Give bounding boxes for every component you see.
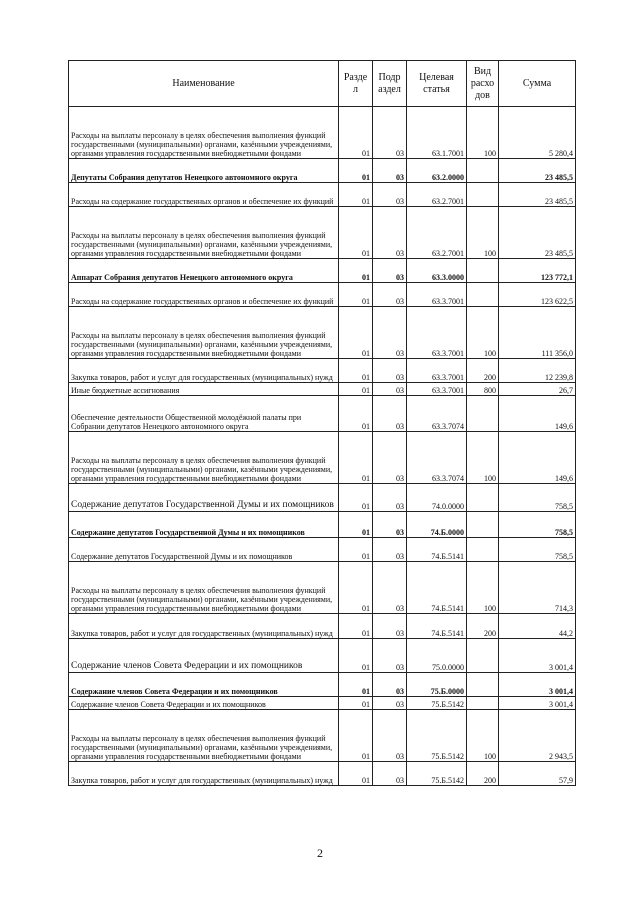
cell-target: 63.2.7001 <box>407 207 467 259</box>
cell-podrazdel: 03 <box>373 259 407 283</box>
table-row <box>69 538 576 562</box>
cell-target: 63.1.7001 <box>407 107 467 159</box>
cell-vid <box>467 259 499 283</box>
cell-target: 63.3.7001 <box>407 283 467 307</box>
cell-vid <box>467 538 499 562</box>
cell-name: Депутаты Собрания депутатов Ненецкого автономного округа <box>69 159 339 183</box>
table-row <box>69 512 576 538</box>
table-row <box>69 359 576 383</box>
table-row <box>69 762 576 786</box>
cell-sum: 758,5 <box>499 484 576 512</box>
cell-name: Содержание членов Совета Федерации и их помощников <box>69 697 339 710</box>
cell-target: 63.3.7001 <box>407 359 467 383</box>
cell-target: 74.Б.5141 <box>407 538 467 562</box>
cell-vid <box>467 159 499 183</box>
cell-target: 75.Б.0000 <box>407 673 467 697</box>
cell-razdel: 01 <box>339 107 373 159</box>
cell-sum: 57,9 <box>499 762 576 786</box>
cell-podrazdel: 03 <box>373 159 407 183</box>
cell-sum: 12 239,8 <box>499 359 576 383</box>
table-row <box>69 562 576 614</box>
cell-sum: 5 280,4 <box>499 107 576 159</box>
cell-name: Расходы на выплаты персоналу в целях обеспечения выполнения функций государственными (муниципальными) органами, казёнными учреждениями, органами управления государственными внебюджетными фондами <box>69 710 339 762</box>
cell-sum: 3 001,4 <box>499 697 576 710</box>
cell-sum: 2 943,5 <box>499 710 576 762</box>
table-header-row <box>69 61 576 107</box>
col-header-razdel: Разде л <box>339 61 373 107</box>
cell-razdel: 01 <box>339 697 373 710</box>
cell-name: Расходы на выплаты персоналу в целях обеспечения выполнения функций государственными (муниципальными) органами, казёнными учреждениями, органами управления государственными внебюджетными фондами <box>69 432 339 484</box>
cell-target: 74.Б.5141 <box>407 614 467 639</box>
col-header-vid: Вид расхо дов <box>467 61 499 107</box>
cell-name: Расходы на выплаты персоналу в целях обеспечения выполнения функций государственными (муниципальными) органами, казёнными учреждениями, органами управления государственными внебюджетными фондами <box>69 107 339 159</box>
cell-razdel: 01 <box>339 710 373 762</box>
cell-sum: 123 772,1 <box>499 259 576 283</box>
cell-podrazdel: 03 <box>373 396 407 432</box>
cell-name: Содержание членов Совета Федерации и их помощников <box>69 639 339 673</box>
cell-name: Расходы на выплаты персоналу в целях обеспечения выполнения функций государственными (муниципальными) органами, казёнными учреждениями, органами управления государственными внебюджетными фондами <box>69 307 339 359</box>
cell-target: 74.Б.0000 <box>407 512 467 538</box>
cell-vid: 100 <box>467 562 499 614</box>
budget-table <box>68 60 576 786</box>
cell-vid: 200 <box>467 614 499 639</box>
cell-podrazdel: 03 <box>373 432 407 484</box>
table-row <box>69 697 576 710</box>
page-number: 2 <box>317 846 323 860</box>
cell-target: 74.0.0000 <box>407 484 467 512</box>
cell-sum: 3 001,4 <box>499 639 576 673</box>
cell-podrazdel: 03 <box>373 762 407 786</box>
cell-vid <box>467 639 499 673</box>
cell-sum: 149,6 <box>499 396 576 432</box>
cell-razdel: 01 <box>339 432 373 484</box>
cell-name: Расходы на содержание государственных органов и обеспечение их функций <box>69 283 339 307</box>
table-row <box>69 710 576 762</box>
cell-sum: 26,7 <box>499 383 576 396</box>
cell-vid: 100 <box>467 307 499 359</box>
cell-podrazdel: 03 <box>373 538 407 562</box>
cell-vid <box>467 673 499 697</box>
cell-name: Расходы на выплаты персоналу в целях обеспечения выполнения функций государственными (муниципальными) органами, казёнными учреждениями, органами управления государственными внебюджетными фондами <box>69 207 339 259</box>
cell-name: Расходы на содержание государственных органов и обеспечение их функций <box>69 183 339 207</box>
cell-podrazdel: 03 <box>373 383 407 396</box>
table-row <box>69 283 576 307</box>
table-row <box>69 673 576 697</box>
cell-razdel: 01 <box>339 183 373 207</box>
col-header-podrazdel: Подр аздел <box>373 61 407 107</box>
cell-target: 63.3.7001 <box>407 383 467 396</box>
table-row <box>69 639 576 673</box>
table-row <box>69 183 576 207</box>
cell-podrazdel: 03 <box>373 512 407 538</box>
cell-razdel: 01 <box>339 614 373 639</box>
table-row <box>69 484 576 512</box>
cell-target: 63.3.7074 <box>407 432 467 484</box>
table-row <box>69 383 576 396</box>
col-header-sum: Сумма <box>499 61 576 107</box>
cell-sum: 111 356,0 <box>499 307 576 359</box>
cell-sum: 149,6 <box>499 432 576 484</box>
cell-vid: 100 <box>467 432 499 484</box>
cell-name: Аппарат Собрания депутатов Ненецкого автономного округа <box>69 259 339 283</box>
cell-name: Расходы на выплаты персоналу в целях обеспечения выполнения функций государственными (муниципальными) органами, казёнными учреждениями, органами управления государственными внебюджетными фондами <box>69 562 339 614</box>
cell-razdel: 01 <box>339 512 373 538</box>
col-header-name: Наименование <box>69 61 339 107</box>
table-row <box>69 396 576 432</box>
cell-podrazdel: 03 <box>373 183 407 207</box>
cell-vid <box>467 396 499 432</box>
table-row <box>69 107 576 159</box>
cell-vid: 100 <box>467 207 499 259</box>
cell-podrazdel: 03 <box>373 710 407 762</box>
table-row <box>69 159 576 183</box>
cell-target: 75.0.0000 <box>407 639 467 673</box>
cell-sum: 23 485,5 <box>499 183 576 207</box>
cell-sum: 23 485,5 <box>499 207 576 259</box>
table-body <box>69 107 576 786</box>
cell-name: Закупка товаров, работ и услуг для государственных (муниципальных) нужд <box>69 359 339 383</box>
cell-sum: 23 485,5 <box>499 159 576 183</box>
cell-vid: 800 <box>467 383 499 396</box>
cell-razdel: 01 <box>339 259 373 283</box>
cell-razdel: 01 <box>339 283 373 307</box>
cell-podrazdel: 03 <box>373 614 407 639</box>
cell-podrazdel: 03 <box>373 107 407 159</box>
cell-target: 74.Б.5141 <box>407 562 467 614</box>
cell-vid <box>467 484 499 512</box>
cell-razdel: 01 <box>339 359 373 383</box>
cell-target: 63.3.7074 <box>407 396 467 432</box>
cell-name: Содержание членов Совета Федерации и их помощников <box>69 673 339 697</box>
cell-sum: 44,2 <box>499 614 576 639</box>
cell-vid <box>467 697 499 710</box>
cell-razdel: 01 <box>339 159 373 183</box>
cell-target: 63.3.0000 <box>407 259 467 283</box>
cell-vid <box>467 183 499 207</box>
cell-target: 63.2.7001 <box>407 183 467 207</box>
cell-podrazdel: 03 <box>373 207 407 259</box>
cell-target: 75.Б.5142 <box>407 697 467 710</box>
cell-podrazdel: 03 <box>373 307 407 359</box>
col-header-target: Целевая статья <box>407 61 467 107</box>
cell-razdel: 01 <box>339 383 373 396</box>
cell-razdel: 01 <box>339 639 373 673</box>
cell-target: 75.Б.5142 <box>407 710 467 762</box>
cell-razdel: 01 <box>339 762 373 786</box>
cell-sum: 3 001,4 <box>499 673 576 697</box>
cell-podrazdel: 03 <box>373 697 407 710</box>
cell-razdel: 01 <box>339 207 373 259</box>
table-row <box>69 307 576 359</box>
cell-name: Обеспечение деятельности Общественной молодёжной палаты при Собрании депутатов Ненецкого автономного округа <box>69 396 339 432</box>
cell-podrazdel: 03 <box>373 639 407 673</box>
cell-sum: 714,3 <box>499 562 576 614</box>
cell-name: Содержание депутатов Государственной Думы и их помощников <box>69 512 339 538</box>
cell-razdel: 01 <box>339 307 373 359</box>
cell-podrazdel: 03 <box>373 673 407 697</box>
cell-razdel: 01 <box>339 562 373 614</box>
cell-podrazdel: 03 <box>373 562 407 614</box>
cell-name: Иные бюджетные ассигнования <box>69 383 339 396</box>
cell-razdel: 01 <box>339 484 373 512</box>
table-row <box>69 259 576 283</box>
cell-vid <box>467 283 499 307</box>
cell-name: Содержание депутатов Государственной Думы и их помощников <box>69 484 339 512</box>
cell-sum: 123 622,5 <box>499 283 576 307</box>
cell-target: 63.3.7001 <box>407 307 467 359</box>
cell-name: Закупка товаров, работ и услуг для государственных (муниципальных) нужд <box>69 762 339 786</box>
cell-name: Закупка товаров, работ и услуг для государственных (муниципальных) нужд <box>69 614 339 639</box>
cell-target: 75.Б.5142 <box>407 762 467 786</box>
cell-vid: 100 <box>467 710 499 762</box>
table-row <box>69 207 576 259</box>
cell-name: Содержание депутатов Государственной Думы и их помощников <box>69 538 339 562</box>
cell-vid: 200 <box>467 762 499 786</box>
cell-sum: 758,5 <box>499 538 576 562</box>
cell-razdel: 01 <box>339 673 373 697</box>
cell-vid: 100 <box>467 107 499 159</box>
table-row <box>69 614 576 639</box>
cell-target: 63.2.0000 <box>407 159 467 183</box>
table-row <box>69 432 576 484</box>
cell-razdel: 01 <box>339 538 373 562</box>
cell-vid <box>467 512 499 538</box>
cell-podrazdel: 03 <box>373 484 407 512</box>
cell-sum: 758,5 <box>499 512 576 538</box>
cell-podrazdel: 03 <box>373 283 407 307</box>
cell-razdel: 01 <box>339 396 373 432</box>
cell-vid: 200 <box>467 359 499 383</box>
cell-podrazdel: 03 <box>373 359 407 383</box>
